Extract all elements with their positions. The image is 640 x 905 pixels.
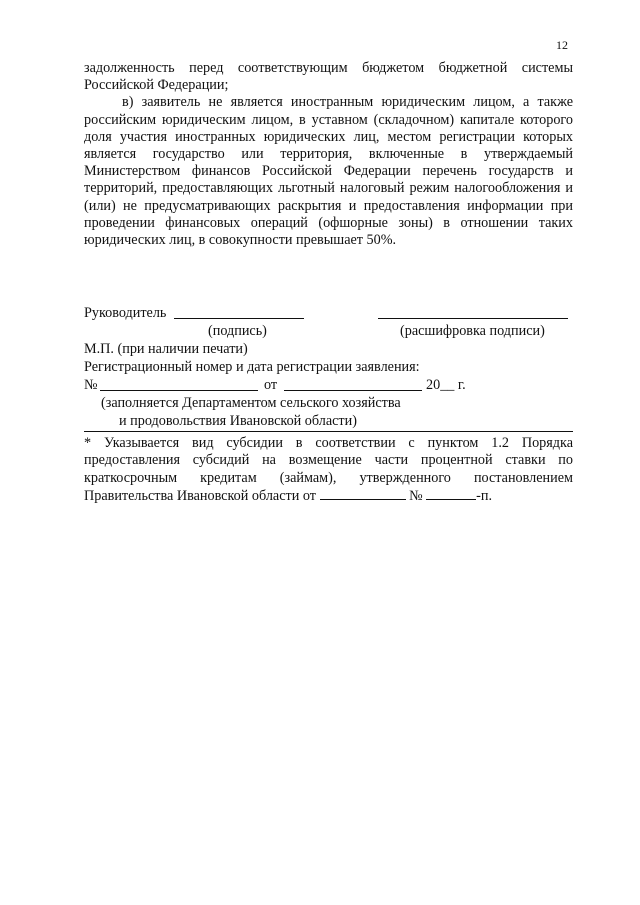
signature-decode-caption: (расшифровка подписи) <box>400 323 545 340</box>
fill-note-2: и продовольствия Ивановской области) <box>119 413 357 430</box>
footnote-date-line <box>320 487 406 500</box>
page-number: 12 <box>556 38 568 52</box>
signature-caption: (подпись) <box>208 323 267 340</box>
registration-from-label: от <box>264 377 278 394</box>
registration-date-line <box>284 390 422 391</box>
registration-label: Регистрационный номер и дата регистрации заявления: <box>84 359 420 376</box>
fill-note-1: (заполняется Департаментом сельского хозяйства <box>101 395 401 412</box>
footnote-number-line <box>426 487 476 500</box>
paragraph-foreign-entity: в) заявитель не является иностранным юридическим лицом, а также российским юридическим лицом, в уставном (складочном) капитале которого доля участия иностранных юридических лиц, местом регистрации которых является государство или территория, включенные в утверждаемый Министерством финансов Российской Федерации перечень государств и территорий, предоставляющих льготный налоговый режим налогообложения и (или) не предусматривающих раскрытия и предоставления информации при проведении финансовых операций (офшорные зоны) в отношении таких юридических лиц, в совокупности превышает 50%. <box>84 94 573 249</box>
signature-captions <box>84 322 573 340</box>
spacer <box>84 249 573 304</box>
signature-row <box>84 304 573 322</box>
signature-line <box>174 318 304 319</box>
registration-row <box>84 376 573 394</box>
footnote-divider <box>84 431 573 432</box>
registration-number-line <box>100 390 258 391</box>
footnote <box>84 435 573 505</box>
footnote-text: * Указывается вид субсидии в соответствии с пунктом 1.2 Порядка предоставления субсидий на возмещение части процентной ставки по краткосрочным кредитам (займам), утвержденного постановлением Правительства Ивановской области от <box>84 435 573 504</box>
director-label: Руководитель <box>84 305 167 322</box>
paragraph-debt: задолженность перед соответствующим бюджетом бюджетной системы Российской Федерации; <box>84 60 573 94</box>
document-body <box>84 60 573 505</box>
stamp-note: М.П. (при наличии печати) <box>84 341 248 358</box>
registration-number-symbol: № <box>84 377 98 394</box>
footnote-suffix: -п. <box>476 487 493 504</box>
signature-decode-line <box>378 318 568 319</box>
footnote-number-symbol: № <box>409 487 423 504</box>
registration-year: 20__ г. <box>426 377 466 394</box>
